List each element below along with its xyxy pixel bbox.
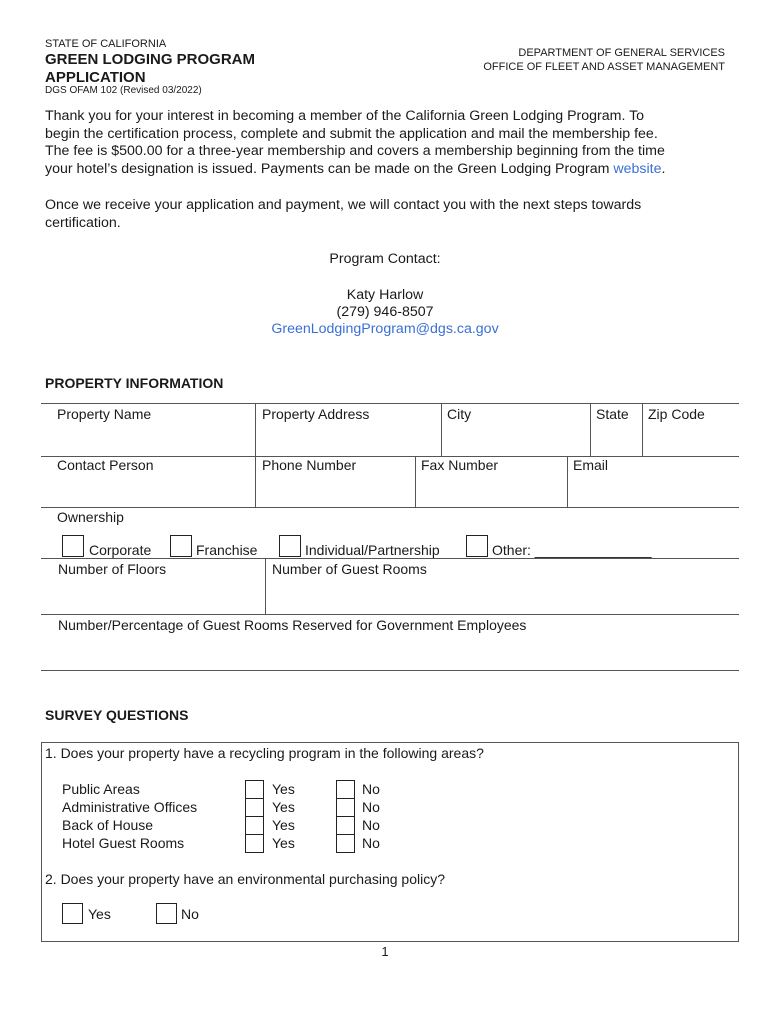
corporate-checkbox[interactable]: [62, 535, 84, 557]
divider: [590, 403, 591, 456]
next-steps-line: Once we receive your application and payment, we will contact you with the next steps towards: [45, 197, 642, 213]
ownership-label: Ownership: [57, 509, 124, 525]
phone-number-field[interactable]: Phone Number: [262, 457, 357, 473]
public-areas-yes-checkbox[interactable]: [245, 780, 264, 799]
hotel-guest-rooms-no-checkbox[interactable]: [336, 834, 355, 853]
question-2: 2. Does your property have an environmental purchasing policy?: [45, 871, 446, 887]
form-number: DGS OFAM 102 (Revised 03/2022): [45, 85, 202, 96]
intro-line: [45, 161, 735, 179]
divider: [415, 456, 416, 507]
survey-heading: SURVEY QUESTIONS: [45, 707, 189, 723]
next-steps-line: certification.: [45, 214, 121, 231]
department-name: DEPARTMENT OF GENERAL SERVICES: [518, 47, 725, 59]
other-checkbox[interactable]: [466, 535, 488, 557]
next-steps-paragraph: [45, 197, 735, 232]
intro-line: The fee is $500.00 for a three-year membership and covers a membership beginning from the time: [45, 143, 665, 159]
zip-code-field[interactable]: Zip Code: [648, 406, 705, 422]
website-link[interactable]: website: [613, 160, 662, 177]
yes-label: Yes: [88, 906, 111, 922]
page-number: 1: [381, 944, 389, 959]
intro-period: .: [661, 160, 666, 177]
area-label-hotel-guest-rooms: Hotel Guest Rooms: [62, 835, 185, 851]
number-of-floors-field[interactable]: Number of Floors: [58, 561, 167, 577]
purchasing-policy-no-checkbox[interactable]: [156, 903, 177, 924]
state-label: STATE OF CALIFORNIA: [45, 38, 167, 50]
back-of-house-no-checkbox[interactable]: [336, 816, 355, 835]
back-of-house-yes-checkbox[interactable]: [245, 816, 264, 835]
divider: [441, 403, 442, 456]
no-label: No: [362, 799, 380, 815]
franchise-checkbox[interactable]: [170, 535, 192, 557]
divider: [41, 558, 739, 559]
administrative-offices-no-checkbox[interactable]: [336, 798, 355, 817]
no-label: No: [362, 817, 380, 833]
area-label-public-areas: Public Areas: [62, 781, 140, 797]
contact-name: Katy Harlow: [346, 287, 424, 303]
purchasing-policy-yes-checkbox[interactable]: [62, 903, 83, 924]
divider: [41, 670, 739, 671]
yes-label: Yes: [272, 835, 295, 851]
intro-text: your hotel’s designation is issued. Payments can be made on the Green Lodging Program: [45, 160, 614, 177]
form-title-line1: GREEN LODGING PROGRAM: [45, 51, 256, 68]
divider: [567, 456, 568, 507]
hotel-guest-rooms-yes-checkbox[interactable]: [245, 834, 264, 853]
office-name: OFFICE OF FLEET AND ASSET MANAGEMENT: [483, 61, 725, 73]
divider: [41, 507, 739, 508]
area-label-back-of-house: Back of House: [62, 817, 154, 833]
no-label: No: [362, 781, 380, 797]
intro-line: Thank you for your interest in becoming a member of the California Green Lodging Program. To: [45, 108, 645, 124]
individual-partnership-checkbox[interactable]: [279, 535, 301, 557]
property-name-field[interactable]: Property Name: [57, 406, 152, 422]
contact-heading: Program Contact:: [329, 251, 441, 267]
area-label-administrative-offices: Administrative Offices: [62, 799, 198, 815]
divider: [255, 456, 256, 507]
no-label: No: [181, 906, 199, 922]
reserved-rooms-field[interactable]: Number/Percentage of Guest Rooms Reserved for Government Employees: [58, 617, 527, 633]
property-address-field[interactable]: Property Address: [262, 406, 370, 422]
yes-label: Yes: [272, 781, 295, 797]
department-block: [483, 46, 725, 74]
corporate-label: Corporate: [89, 542, 152, 558]
fax-number-field[interactable]: Fax Number: [421, 457, 499, 473]
franchise-label: Franchise: [196, 542, 258, 558]
yes-label: Yes: [272, 799, 295, 815]
yes-label: Yes: [272, 817, 295, 833]
divider: [265, 558, 266, 614]
individual-partnership-label: Individual/Partnership: [305, 542, 440, 558]
property-info-heading: PROPERTY INFORMATION: [45, 375, 224, 391]
email-field[interactable]: Email: [573, 457, 609, 473]
other-label[interactable]: Other: _______________: [492, 542, 652, 558]
no-label: No: [362, 835, 380, 851]
intro-line: begin the certification process, complete and submit the application and mail the membership fee.: [45, 125, 658, 142]
form-title: [45, 51, 255, 87]
contact-phone: (279) 946-8507: [336, 304, 434, 320]
number-of-guest-rooms-field[interactable]: Number of Guest Rooms: [272, 561, 427, 577]
divider: [41, 403, 739, 404]
form-title-line2: APPLICATION: [45, 69, 146, 86]
intro-paragraph: [45, 108, 735, 178]
public-areas-no-checkbox[interactable]: [336, 780, 355, 799]
divider: [255, 403, 256, 456]
administrative-offices-yes-checkbox[interactable]: [245, 798, 264, 817]
divider: [41, 614, 739, 615]
city-field[interactable]: City: [447, 406, 472, 422]
contact-person-field[interactable]: Contact Person: [57, 457, 154, 473]
state-field[interactable]: State: [596, 406, 629, 422]
divider: [642, 403, 643, 456]
contact-email-link[interactable]: GreenLodgingProgram@dgs.ca.gov: [271, 321, 499, 337]
question-1: 1. Does your property have a recycling program in the following areas?: [45, 745, 484, 761]
